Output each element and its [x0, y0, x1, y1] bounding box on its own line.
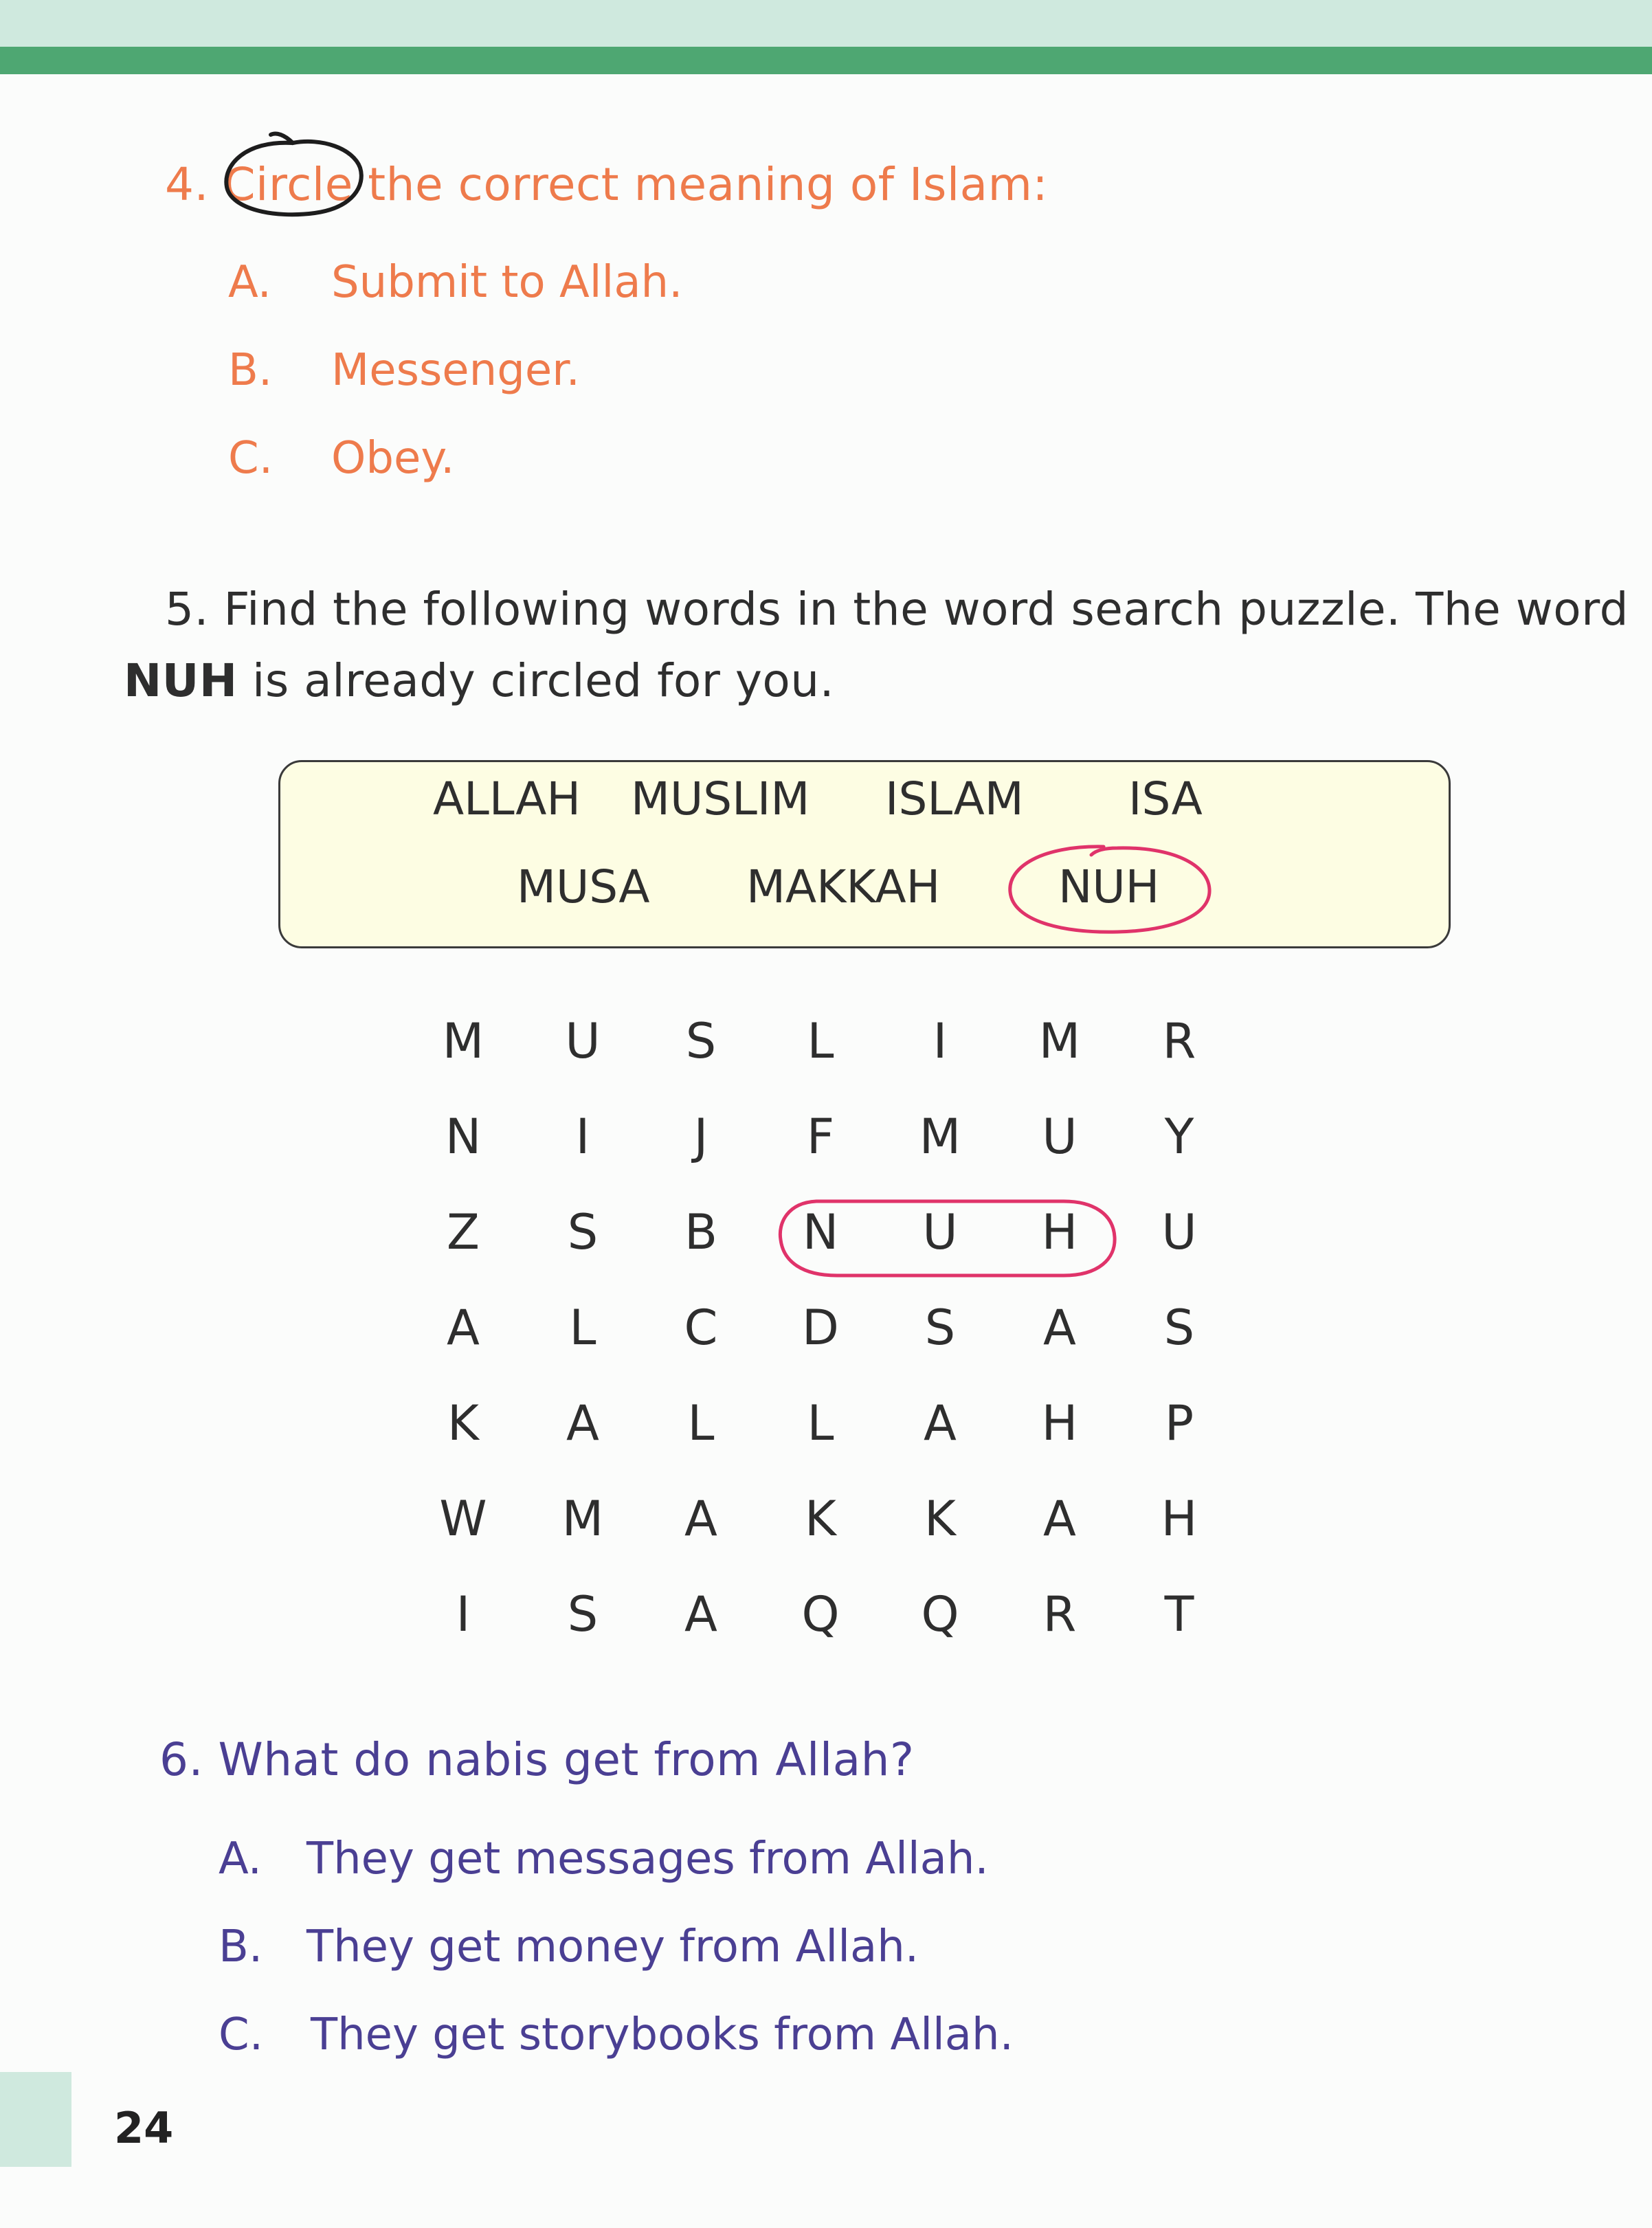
grid-letter[interactable]: S — [567, 1204, 599, 1260]
option-letter: B. — [219, 1921, 263, 1972]
question-5-instruction-continued — [124, 654, 834, 707]
question-6-option-c[interactable] — [219, 2009, 1014, 2060]
grid-letter[interactable]: A — [1043, 1300, 1076, 1356]
question-4-option-c[interactable] — [228, 433, 454, 484]
grid-letter[interactable]: M — [442, 1013, 484, 1069]
word-muslim: MUSLIM — [631, 772, 810, 825]
grid-letter[interactable]: U — [1042, 1109, 1078, 1165]
question-4-circled-word: Circle — [223, 158, 353, 211]
grid-letter[interactable]: P — [1164, 1395, 1194, 1451]
grid-letter[interactable]: R — [1042, 1586, 1077, 1642]
grid-letter[interactable]: D — [802, 1300, 839, 1356]
grid-letter[interactable]: J — [693, 1109, 708, 1165]
grid-letter[interactable]: F — [806, 1109, 835, 1165]
question-4-option-a[interactable] — [228, 257, 682, 308]
grid-letter[interactable]: S — [685, 1013, 717, 1069]
word-musa: MUSA — [517, 860, 650, 913]
example-word: NUH — [124, 654, 238, 707]
grid-letter[interactable]: K — [805, 1491, 836, 1547]
page-number: 24 — [114, 2103, 174, 2153]
grid-letter[interactable]: S — [1163, 1300, 1195, 1356]
option-letter: C. — [219, 2009, 264, 2060]
word-allah: ALLAH — [433, 772, 581, 825]
word-islam: ISLAM — [885, 772, 1024, 825]
instruction-text: is already circled for you. — [237, 654, 835, 707]
option-text: Messenger. — [331, 345, 580, 396]
grid-letter[interactable]: M — [919, 1109, 961, 1165]
grid-letter[interactable]: W — [439, 1491, 487, 1547]
header-band — [0, 0, 1652, 47]
option-letter: C. — [228, 433, 274, 484]
grid-letter[interactable]: Q — [921, 1586, 959, 1642]
grid-letter[interactable]: A — [684, 1491, 717, 1547]
option-text: Submit to Allah. — [331, 257, 683, 308]
question-4-number: 4. — [165, 158, 209, 211]
grid-letter[interactable]: U — [1161, 1204, 1197, 1260]
grid-letter[interactable]: K — [447, 1395, 479, 1451]
grid-letter[interactable]: C — [684, 1300, 718, 1356]
grid-letter[interactable]: U — [565, 1013, 601, 1069]
grid-letter[interactable]: A — [1043, 1491, 1076, 1547]
word-nuh: NUH — [1058, 860, 1160, 913]
question-6-title: 6. What do nabis get from Allah? — [159, 1733, 915, 1786]
grid-letter[interactable]: Z — [447, 1204, 480, 1260]
grid-letter[interactable]: Y — [1164, 1109, 1194, 1165]
grid-letter[interactable]: K — [924, 1491, 956, 1547]
question-4-title — [165, 158, 1048, 211]
grid-letter[interactable]: H — [1041, 1204, 1078, 1260]
option-text: Obey. — [331, 433, 455, 484]
grid-letter[interactable]: R — [1162, 1013, 1196, 1069]
question-6-option-a[interactable] — [219, 1834, 989, 1884]
grid-letter[interactable]: L — [807, 1395, 834, 1451]
option-letter: A. — [228, 257, 271, 308]
grid-letter[interactable]: N — [802, 1204, 839, 1260]
grid-letter[interactable]: A — [924, 1395, 957, 1451]
grid-letter[interactable]: S — [567, 1586, 599, 1642]
question-4-option-b[interactable] — [228, 345, 580, 396]
grid-letter[interactable]: T — [1164, 1586, 1194, 1642]
grid-letter[interactable]: A — [447, 1300, 480, 1356]
grid-letter[interactable]: H — [1161, 1491, 1198, 1547]
option-letter: A. — [219, 1834, 262, 1884]
grid-letter[interactable]: M — [1038, 1013, 1081, 1069]
grid-letter[interactable]: L — [807, 1013, 834, 1069]
grid-letter[interactable]: A — [684, 1586, 717, 1642]
grid-letter[interactable]: I — [933, 1013, 948, 1069]
grid-letter[interactable]: Q — [801, 1586, 840, 1642]
option-letter: B. — [228, 345, 273, 396]
grid-letter[interactable]: H — [1041, 1395, 1078, 1451]
option-text: They get messages from Allah. — [306, 1834, 989, 1884]
option-text: They get storybooks from Allah. — [311, 2009, 1014, 2060]
word-makkah: MAKKAH — [746, 860, 941, 913]
question-6-option-b[interactable] — [219, 1921, 919, 1972]
header-rule — [0, 47, 1652, 74]
question-5-instruction: 5. Find the following words in the word search puzzle. The word — [165, 583, 1629, 636]
grid-letter[interactable]: I — [456, 1586, 471, 1642]
grid-letter[interactable]: M — [561, 1491, 604, 1547]
page-tab — [0, 2072, 71, 2167]
word-isa: ISA — [1128, 772, 1203, 825]
grid-letter[interactable]: N — [445, 1109, 482, 1165]
grid-letter[interactable]: U — [922, 1204, 958, 1260]
question-4-prompt: the correct meaning of Islam: — [368, 158, 1049, 211]
grid-letter[interactable]: L — [687, 1395, 715, 1451]
option-text: They get money from Allah. — [306, 1921, 919, 1972]
grid-letter[interactable]: L — [569, 1300, 596, 1356]
grid-letter[interactable]: B — [684, 1204, 718, 1260]
grid-letter[interactable]: I — [575, 1109, 590, 1165]
grid-letter[interactable]: A — [566, 1395, 599, 1451]
grid-letter[interactable]: S — [924, 1300, 956, 1356]
